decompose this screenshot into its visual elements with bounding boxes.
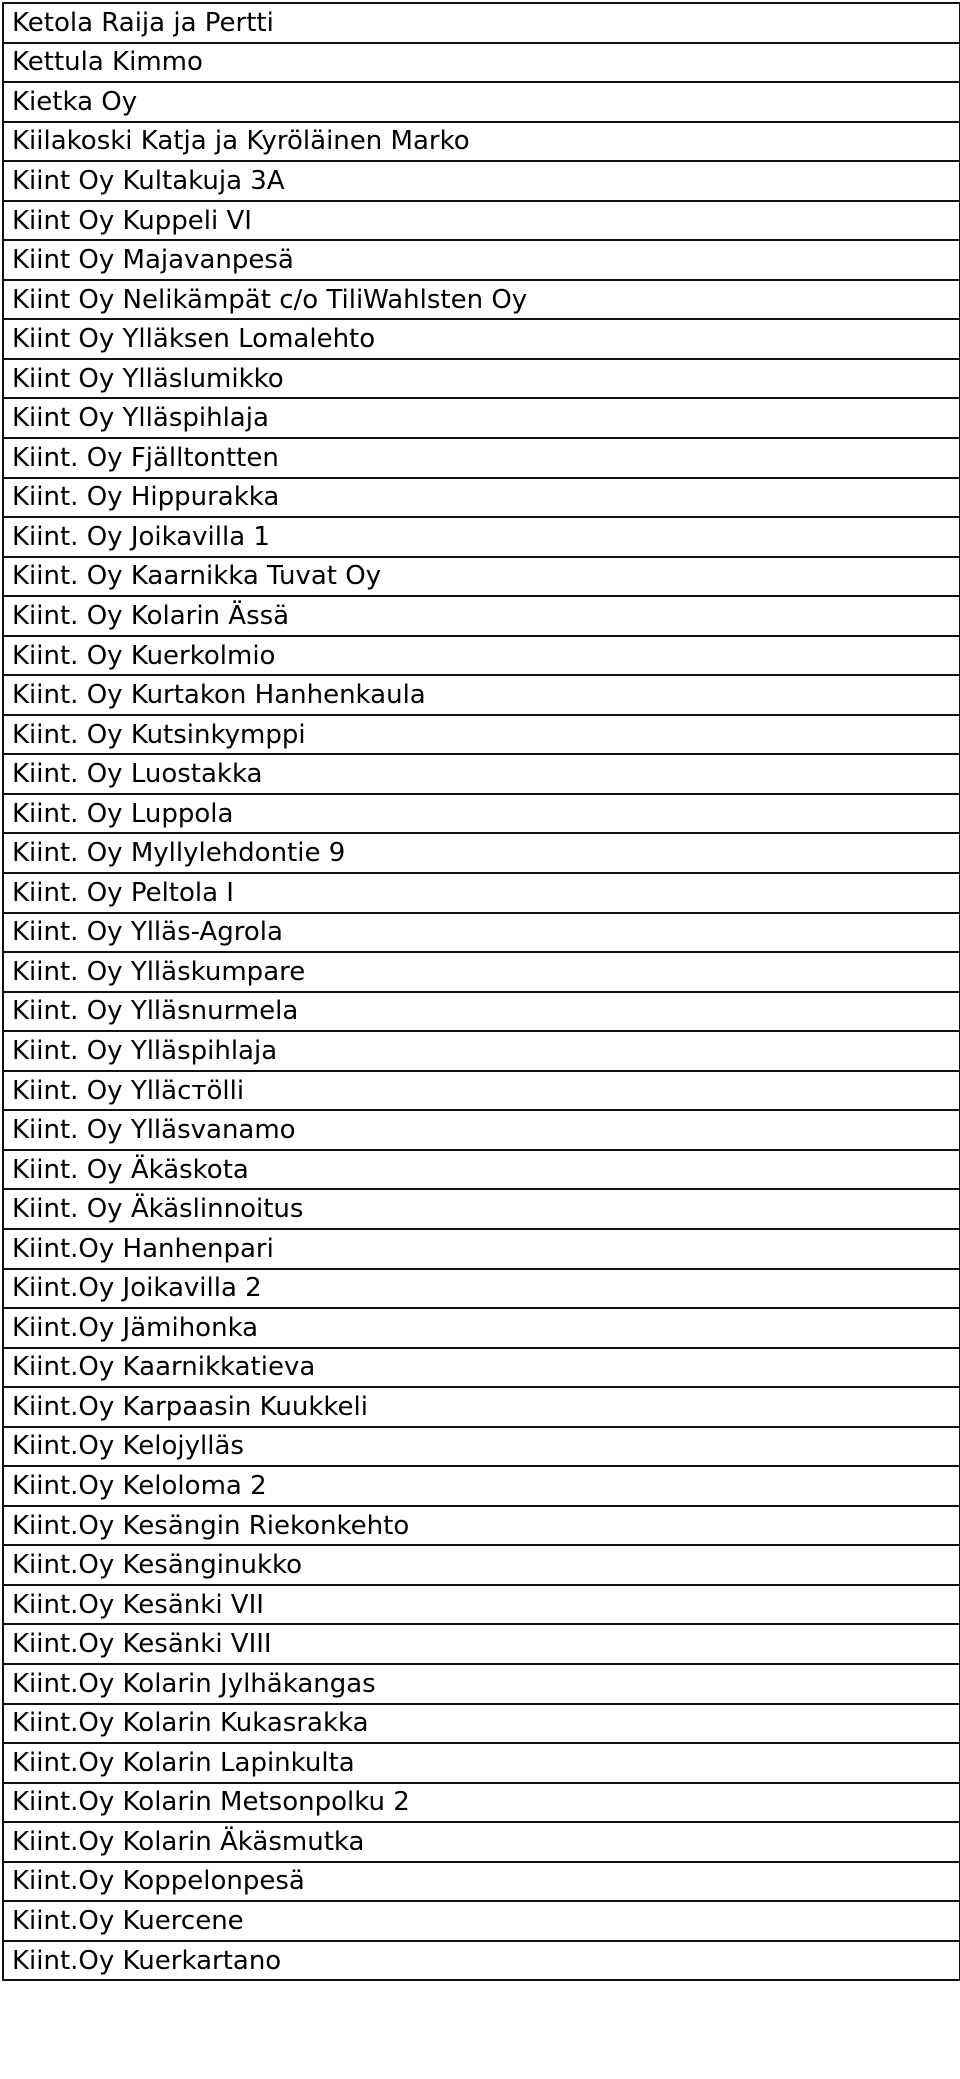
table-row: Kiint. Oy Kaarnikka Tuvat Oy (4, 558, 959, 598)
table-row: Kiint Oy Ylläksen Lomalehto (4, 320, 959, 360)
table-row: Kiint.Oy Kaarnikkatieva (4, 1349, 959, 1389)
table-row: Kiint.Oy Kuerkartano (4, 1942, 959, 1982)
table-row: Kiint. Oy Hippurakka (4, 479, 959, 519)
table-row: Kiint.Oy Joikavilla 2 (4, 1270, 959, 1310)
table-row: Kiint.Oy Karpaasin Kuukkeli (4, 1388, 959, 1428)
table-row: Kiint Oy Kultakuja 3A (4, 162, 959, 202)
table-row: Kiint. Oy Kolarin Ässä (4, 597, 959, 637)
table-row: Kiint.Oy Kesängin Riekonkehto (4, 1507, 959, 1547)
table-row: Kiint.Oy Jämihonka (4, 1309, 959, 1349)
table-row: Kiint.Oy Kolarin Lapinkulta (4, 1744, 959, 1784)
table-row: Kiint.Oy Keloloma 2 (4, 1467, 959, 1507)
table-row: Kiint. Oy Myllylehdontie 9 (4, 834, 959, 874)
table-row: Kietka Oy (4, 83, 959, 123)
table-row: Kiint. Oy Kuerkolmio (4, 637, 959, 677)
table-row: Kiint. Oy Ylläsnurmela (4, 993, 959, 1033)
table-row: Kiint. Oy Ylläs-Agrola (4, 914, 959, 954)
table-row: Kiint. Oy Peltola I (4, 874, 959, 914)
table-row: Kiint.Oy Kuercene (4, 1902, 959, 1942)
table-row: Kiint. Oy Luppola (4, 795, 959, 835)
table-row: Kiint. Oy Kurtakon Hanhenkaula (4, 676, 959, 716)
table-row: Kiint.Oy Kesänki VII (4, 1586, 959, 1626)
table-row: Kiint Oy Kuppeli VI (4, 202, 959, 242)
table-row: Kiint. Oy Fjälltontten (4, 439, 959, 479)
table-row: Kiint. Oy Äkäskota (4, 1151, 959, 1191)
table-row: Kiint.Oy Kolarin Kukasrakka (4, 1705, 959, 1745)
table-row: Ketola Raija ja Pertti (4, 4, 959, 44)
table-row: Kiint. Oy Joikavilla 1 (4, 518, 959, 558)
table-row: Kiint Oy Ylläspihlaja (4, 399, 959, 439)
table-row: Kettula Kimmo (4, 44, 959, 84)
table-row: Kiint.Oy Kesänginukko (4, 1546, 959, 1586)
table-row: Kiint. Oy Ylläsvanamo (4, 1111, 959, 1151)
table-row: Kiint. Oy Äkäslinnoitus (4, 1190, 959, 1230)
table-row: Kiint. Oy Ylläстölli (4, 1072, 959, 1112)
table-row: Kiint.Oy Kolarin Äkäsmutka (4, 1823, 959, 1863)
name-list-table (2, 2, 960, 1981)
table-row: Kiint.Oy Kelojylläs (4, 1428, 959, 1468)
table-row: Kiint. Oy Kutsinkymppi (4, 716, 959, 756)
table-row: Kiint Oy Majavanpesä (4, 241, 959, 281)
table-row: Kiint.Oy Koppelonpesä (4, 1863, 959, 1903)
table-row: Kiint Oy Ylläslumikko (4, 360, 959, 400)
table-row: Kiint.Oy Kesänki VIII (4, 1625, 959, 1665)
table-row: Kiint. Oy Luostakka (4, 755, 959, 795)
table-row: Kiint.Oy Hanhenpari (4, 1230, 959, 1270)
table-row: Kiint.Oy Kolarin Jylhäkangas (4, 1665, 959, 1705)
table-row: Kiint. Oy Ylläspihlaja (4, 1032, 959, 1072)
table-row: Kiint. Oy Ylläskumpare (4, 953, 959, 993)
table-row: Kiilakoski Katja ja Kyröläinen Marko (4, 123, 959, 163)
table-row: Kiint.Oy Kolarin Metsonpolku 2 (4, 1784, 959, 1824)
table-row: Kiint Oy Nelikämpät c/o TiliWahlsten Oy (4, 281, 959, 321)
